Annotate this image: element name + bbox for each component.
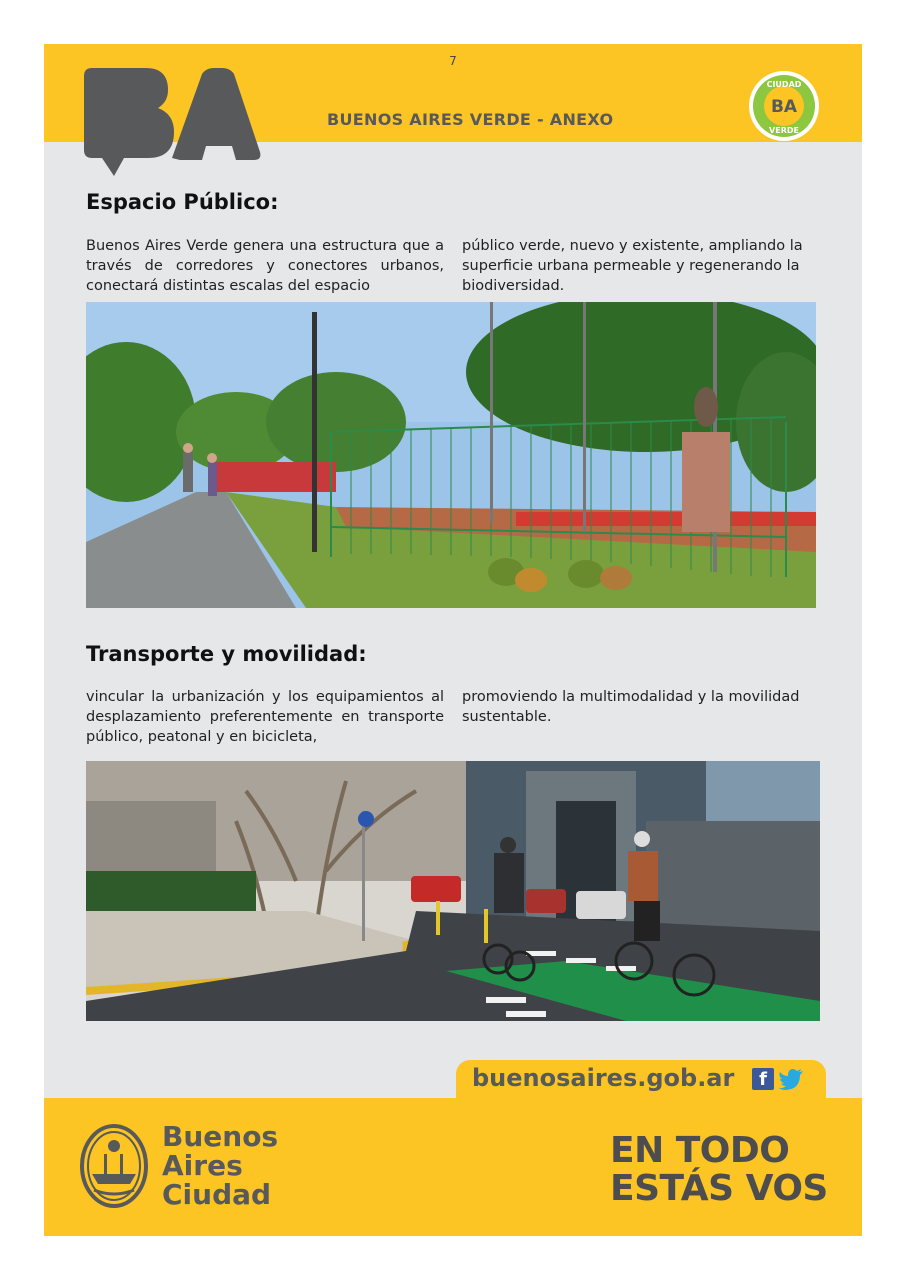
slogan bbox=[610, 1132, 828, 1208]
ciudad-verde-badge bbox=[748, 70, 820, 142]
website-link[interactable]: buenosaires.gob.ar bbox=[472, 1064, 735, 1092]
slogan-line2: ESTÁS VOS bbox=[610, 1168, 828, 1209]
badge-bottom-text: VERDE bbox=[769, 126, 799, 135]
city-name bbox=[162, 1122, 278, 1209]
bike-lane-photo bbox=[86, 761, 820, 1021]
page-number: 7 bbox=[449, 54, 457, 68]
park-photo bbox=[86, 302, 816, 608]
header-band bbox=[44, 44, 862, 142]
twitter-icon[interactable] bbox=[778, 1068, 804, 1090]
badge-top-text: CIUDAD bbox=[766, 80, 802, 89]
website-tab[interactable] bbox=[456, 1060, 826, 1100]
header-title: BUENOS AIRES VERDE - ANEXO bbox=[327, 110, 614, 129]
badge-mid-text: BA bbox=[770, 97, 798, 117]
facebook-icon[interactable]: f bbox=[752, 1068, 774, 1090]
slogan-line1: EN TODO bbox=[610, 1130, 790, 1171]
section1-text-right: público verde, nuevo y existente, ampliando la superficie urbana permeable y regenerando la biodiversidad. bbox=[462, 238, 803, 294]
section2-text-left: vincular la urbanización y los equipamientos al desplazamiento preferentemente en transporte público, peatonal y en bicicleta, bbox=[86, 689, 444, 745]
page-sheet bbox=[44, 44, 862, 1236]
city-name-line3: Ciudad bbox=[162, 1178, 272, 1211]
city-name-line1: Buenos bbox=[162, 1120, 279, 1153]
city-emblem-icon bbox=[80, 1124, 148, 1208]
section1-text-left: Buenos Aires Verde genera una estructura que a través de corredores y conectores urbanos, conectará distintas escalas del espacio bbox=[86, 238, 444, 294]
section2-text-right: promoviendo la multimodalidad y la movilidad sustentable. bbox=[462, 689, 800, 725]
ba-logo bbox=[84, 68, 262, 176]
city-name-line2: Aires bbox=[162, 1149, 243, 1182]
social-links bbox=[752, 1068, 804, 1090]
section-title-transporte: Transporte y movilidad: bbox=[86, 642, 367, 666]
section-title-espacio-publico: Espacio Público: bbox=[86, 190, 279, 214]
footer-band bbox=[44, 1098, 862, 1236]
